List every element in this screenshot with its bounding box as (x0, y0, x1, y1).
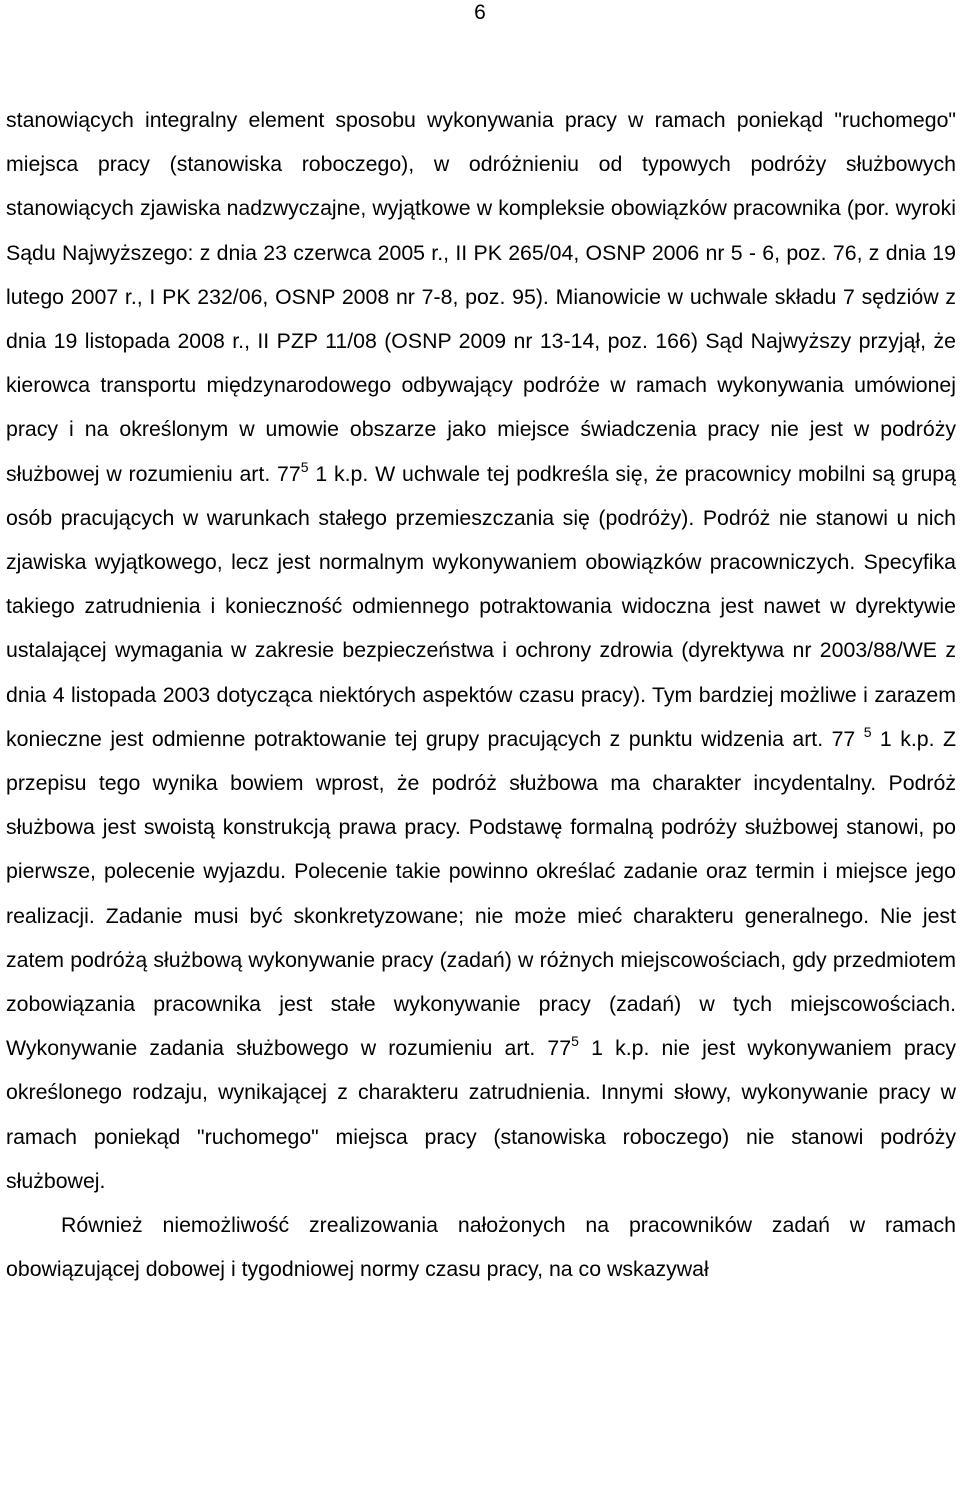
page-number: 6 (474, 1, 486, 24)
paragraph-text: stanowiących integralny element sposobu wykonywania pracy w ramach poniekąd "ruchomego" miejsca pracy (stanowiska roboczego), w odróżnieniu od typowych podróży służbowych stanowiących zjawiska nadzwyczajne, wyjątkowe w kompleksie obowiązków pracownika (por. wyroki Sądu Najwyższego: z dnia 23 czerwca 2005 r., II PK 265/04, OSNP 2006 nr 5 - 6, poz. 76, z dnia 19 lutego 2007 r., I PK 232/06, OSNP 2008 nr 7-8, poz. 95). Mianowicie w uchwale składu 7 sędziów z dnia 19 listopada 2008 r., II PZP 11/08 (OSNP 2009 nr 13-14, poz. 166) Sąd Najwyższy przyjął, że kierowca transportu międzynarodowego odbywający podróże w ramach wykonywania umówionej pracy i na określonym w umowie obszarze jako miejsce świadczenia pracy nie jest w podróży służbowej w rozumieniu art. 77 (6, 108, 956, 486)
superscript: 5 (571, 1033, 579, 1050)
paragraph-text: 1 k.p. nie jest wykonywaniem pracy określonego rodzaju, wynikającej z charakteru zatrudnienia. Innymi słowy, wykonywanie pracy w ramach poniekąd "ruchomego" miejsca pracy (stanowiska roboczego) nie stanowi podróży służbowej. (6, 1036, 956, 1193)
paragraph-text: 1 k.p. Z przepisu tego wynika bowiem wprost, że podróż służbowa ma charakter incydentalny. Podróż służbowa jest swoistą konstrukcją prawa pracy. Podstawę formalną podróży służbowej stanowi, po pierwsze, polecenie wyjazdu. Polecenie takie powinno określać zadanie oraz termin i miejsce jego realizacji. Zadanie musi być skonkretyzowane; nie może mieć charakteru generalnego. Nie jest zatem podróżą służbową wykonywanie pracy (zadań) w różnych miejscowościach, gdy przedmiotem zobowiązania pracownika jest stałe wykonywanie pracy (zadań) w tych miejscowościach. Wykonywanie zadania służbowego w rozumieniu art. 77 (6, 726, 956, 1061)
document-body (6, 98, 956, 1291)
paragraph (6, 98, 956, 1203)
paragraph (6, 1203, 956, 1291)
paragraph-text: Również niemożliwość zrealizowania nałożonych na pracowników zadań w ramach obowiązującej dobowej i tygodniowej normy czasu pracy, na co wskazywał (6, 1213, 956, 1282)
superscript: 5 (300, 458, 309, 475)
superscript: 5 (863, 723, 872, 740)
paragraph-text: 1 k.p. W uchwale tej podkreśla się, że pracownicy mobilni są grupą osób pracujących w warunkach stałego przemieszczania się (podróży). Podróż nie stanowi u nich zjawiska wyjątkowego, lecz jest normalnym wykonywaniem obowiązków pracowniczych. Specyfika takiego zatrudnienia i konieczność odmiennego potraktowania widoczna jest nawet w dyrektywie ustalającej wymagania w zakresie bezpieczeństwa i ochrony zdrowia (dyrektywa nr 2003/88/WE z dnia 4 listopada 2003 dotycząca niektórych aspektów czasu pracy). Tym bardziej możliwe i zarazem konieczne jest odmienne potraktowanie tej grupy pracujących z punktu widzenia art. 77 (6, 461, 956, 751)
